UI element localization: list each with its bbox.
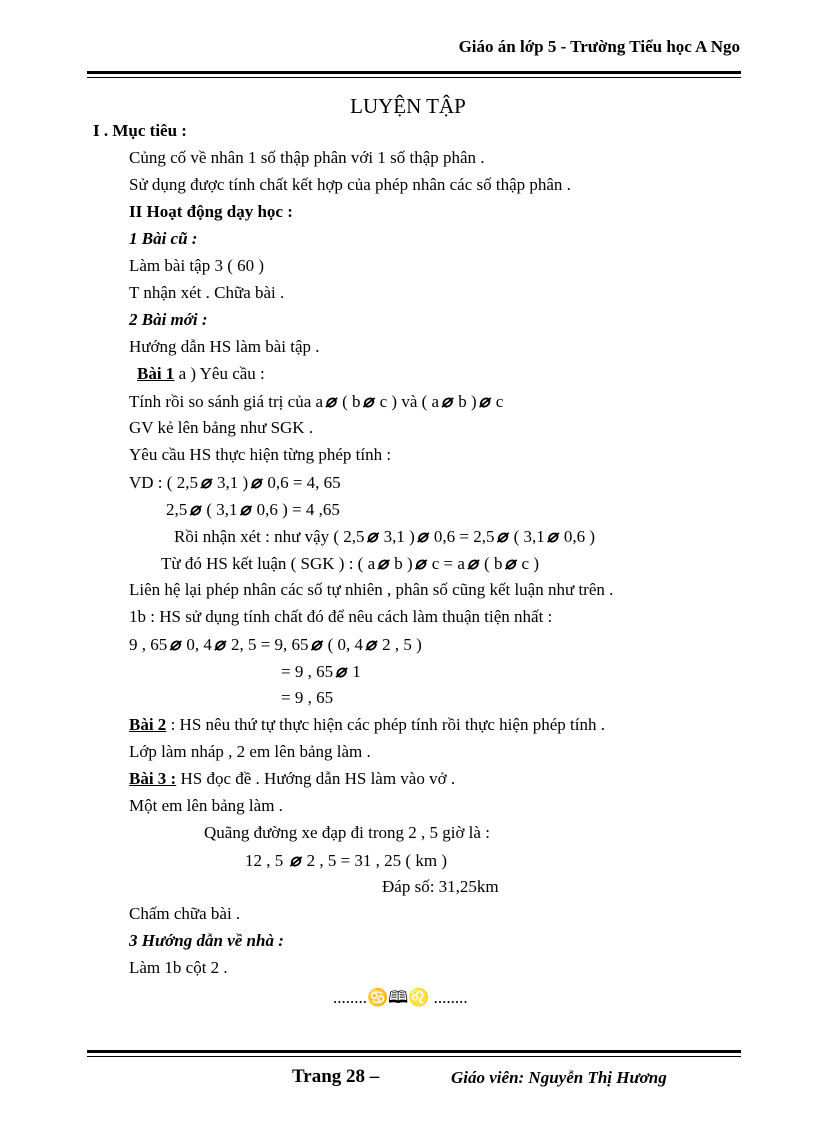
text-segment: Sử dụng được tính chất kết hợp của phép nhân các số thập phân . xyxy=(129,175,571,194)
text-segment: = 9 , 65 xyxy=(281,662,334,681)
text-segment: T nhận xét . Chữa bài . xyxy=(129,283,285,302)
multiply-symbol-icon: ⌀ xyxy=(416,526,428,546)
multiply-symbol-icon: ⌀ xyxy=(377,553,388,573)
footer-rule-thin xyxy=(87,1056,741,1057)
text-segment: : HS nêu thứ tự thực hiện các phép tính rồi thực hiện phép tính . xyxy=(166,715,605,734)
subheading-new-lesson xyxy=(129,310,208,330)
text-line xyxy=(129,580,613,600)
text-segment: 12 , 5 xyxy=(245,851,288,870)
text-segment: II Hoạt động dạy học : xyxy=(129,202,293,221)
text-segment: 2, 5 = 9, 65 xyxy=(226,635,309,654)
header-text: Giáo án lớp 5 - Trường Tiểu học A Ngo xyxy=(458,37,740,56)
header-rule-thin xyxy=(87,77,741,78)
formula-line xyxy=(166,499,340,520)
text-segment: ( 3,1 xyxy=(202,500,238,519)
text-segment: 1 xyxy=(347,662,361,681)
multiply-symbol-icon: ⌀ xyxy=(504,553,516,573)
text-line xyxy=(129,418,313,438)
text-line xyxy=(129,445,391,465)
multiply-symbol-icon: ⌀ xyxy=(366,526,378,546)
formula-line xyxy=(129,472,341,493)
formula-line xyxy=(129,634,422,655)
formula-line xyxy=(161,553,539,574)
multiply-symbol-icon: ⌀ xyxy=(414,553,426,573)
header-rule-thick xyxy=(87,71,741,74)
text-segment: ( 3,1 xyxy=(509,527,545,546)
text-segment: 1b : HS sử dụng tính chất đó để nêu cách làm thuận tiện nhất : xyxy=(129,607,553,626)
multiply-symbol-icon: ⌀ xyxy=(335,661,346,681)
answer-line xyxy=(382,877,499,897)
text-segment: 1 Bài cũ : xyxy=(129,229,198,248)
text-segment: Quãng đường xe đạp đi trong 2 , 5 giờ là : xyxy=(204,823,490,842)
formula-line xyxy=(281,688,333,708)
text-segment: Yêu cầu HS thực hiện từng phép tính : xyxy=(129,445,392,464)
text-segment: HS đọc đề . Hướng dẫn HS làm vào vở . xyxy=(176,769,456,788)
multiply-symbol-icon: ⌀ xyxy=(496,526,508,546)
multiply-symbol-icon: ⌀ xyxy=(325,391,336,411)
text-segment: Liên hệ lại phép nhân các số tự nhiên , phân số cũng kết luận như trên . xyxy=(129,580,614,599)
text-line xyxy=(129,796,283,816)
text-segment: ( 0, 4 xyxy=(323,635,364,654)
text-line xyxy=(129,148,485,168)
exercise-2-line xyxy=(129,715,605,735)
text-segment: ( b xyxy=(479,554,503,573)
text-segment: Từ đó HS kết luận ( SGK ) : ( a xyxy=(161,554,376,573)
text-segment: c = a xyxy=(427,554,465,573)
text-segment: Lớp làm nháp , 2 em lên bảng làm . xyxy=(129,742,371,761)
multiply-symbol-icon: ⌀ xyxy=(250,472,262,492)
text-segment: b ) xyxy=(453,392,477,411)
multiply-symbol-icon: ⌀ xyxy=(289,850,301,870)
text-segment: Làm bài tập 3 ( 60 ) xyxy=(129,256,265,275)
formula-line xyxy=(129,391,503,412)
text-segment: Đáp số: 31,25km xyxy=(382,877,499,896)
section-separator: ........♋🕮♌ ........ xyxy=(333,988,468,1007)
text-segment: Bài 1 xyxy=(137,364,175,383)
text-segment: Bài 3 : xyxy=(129,769,177,788)
text-line xyxy=(129,607,552,627)
exercise-1-line xyxy=(137,364,265,384)
text-segment: VD : ( 2,5 xyxy=(129,473,198,492)
text-segment: c ) xyxy=(517,554,540,573)
text-segment: c ) và ( a xyxy=(375,392,440,411)
text-segment: 0, 4 xyxy=(182,635,212,654)
exercise-3-line xyxy=(129,769,455,789)
section-heading-objectives xyxy=(93,121,187,141)
text-segment: 0,6 ) xyxy=(559,527,596,546)
text-segment: 2,5 xyxy=(166,500,188,519)
text-segment: 2 , 5 = 31 , 25 ( km ) xyxy=(302,851,447,870)
footer-rule-thick xyxy=(87,1050,741,1053)
text-segment: 0,6 ) = 4 ,65 xyxy=(252,500,340,519)
page-title: LUYỆN TẬP xyxy=(350,94,466,118)
multiply-symbol-icon: ⌀ xyxy=(362,391,374,411)
text-segment: Rồi nhận xét : như vậy ( 2,5 xyxy=(174,527,365,546)
subheading-homework xyxy=(129,931,284,951)
subheading-old-lesson xyxy=(129,229,197,249)
multiply-symbol-icon: ⌀ xyxy=(365,634,376,654)
text-segment: Làm 1b cột 2 . xyxy=(129,958,228,977)
section-heading-activities xyxy=(129,202,293,222)
text-segment: Chấm chữa bài . xyxy=(129,904,241,923)
text-segment: a ) Yêu cầu : xyxy=(174,364,265,383)
text-segment: 2 Bài mới : xyxy=(129,310,208,329)
text-segment: 0,6 = 2,5 xyxy=(429,527,495,546)
text-segment: b ) xyxy=(389,554,413,573)
formula-line xyxy=(281,661,361,682)
text-line xyxy=(129,283,284,303)
multiply-symbol-icon: ⌀ xyxy=(239,499,251,519)
formula-line xyxy=(174,526,595,547)
multiply-symbol-icon: ⌀ xyxy=(169,634,181,654)
multiply-symbol-icon: ⌀ xyxy=(310,634,322,654)
multiply-symbol-icon: ⌀ xyxy=(441,391,452,411)
text-segment: 3 Hướng dẫn về nhà : xyxy=(129,931,284,950)
text-line xyxy=(129,256,264,276)
text-segment: = 9 , 65 xyxy=(281,688,334,707)
text-segment: c xyxy=(491,392,504,411)
text-segment: Tính rồi so sánh giá trị của a xyxy=(129,392,324,411)
multiply-symbol-icon: ⌀ xyxy=(478,391,490,411)
multiply-symbol-icon: ⌀ xyxy=(199,472,211,492)
text-segment: 3,1 ) xyxy=(212,473,249,492)
text-line xyxy=(129,742,371,762)
text-line xyxy=(129,958,228,978)
multiply-symbol-icon: ⌀ xyxy=(546,526,558,546)
text-line xyxy=(129,904,240,924)
text-segment: ( b xyxy=(337,392,361,411)
text-line xyxy=(129,175,571,195)
multiply-symbol-icon: ⌀ xyxy=(213,634,225,654)
text-segment: Củng cố về nhân 1 số thập phân với 1 số thập phân . xyxy=(129,148,485,167)
text-segment: Một em lên bảng làm . xyxy=(129,796,283,815)
footer-page-number: Trang 28 – xyxy=(292,1066,380,1087)
text-line xyxy=(204,823,490,843)
footer-teacher-name: Giáo viên: Nguyễn Thị Hương xyxy=(451,1068,667,1087)
text-segment: I . Mục tiêu : xyxy=(93,121,187,140)
text-segment: 9 , 65 xyxy=(129,635,168,654)
text-segment: Hướng dẫn HS làm bài tập . xyxy=(129,337,320,356)
formula-line xyxy=(245,850,447,871)
text-segment: 2 , 5 ) xyxy=(377,635,422,654)
text-segment: 3,1 ) xyxy=(379,527,415,546)
text-segment: Bài 2 xyxy=(129,715,167,734)
multiply-symbol-icon: ⌀ xyxy=(466,553,478,573)
multiply-symbol-icon: ⌀ xyxy=(189,499,201,519)
text-line xyxy=(129,337,320,357)
text-segment: GV kẻ lên bảng như SGK . xyxy=(129,418,314,437)
text-segment: 0,6 = 4, 65 xyxy=(263,473,341,492)
